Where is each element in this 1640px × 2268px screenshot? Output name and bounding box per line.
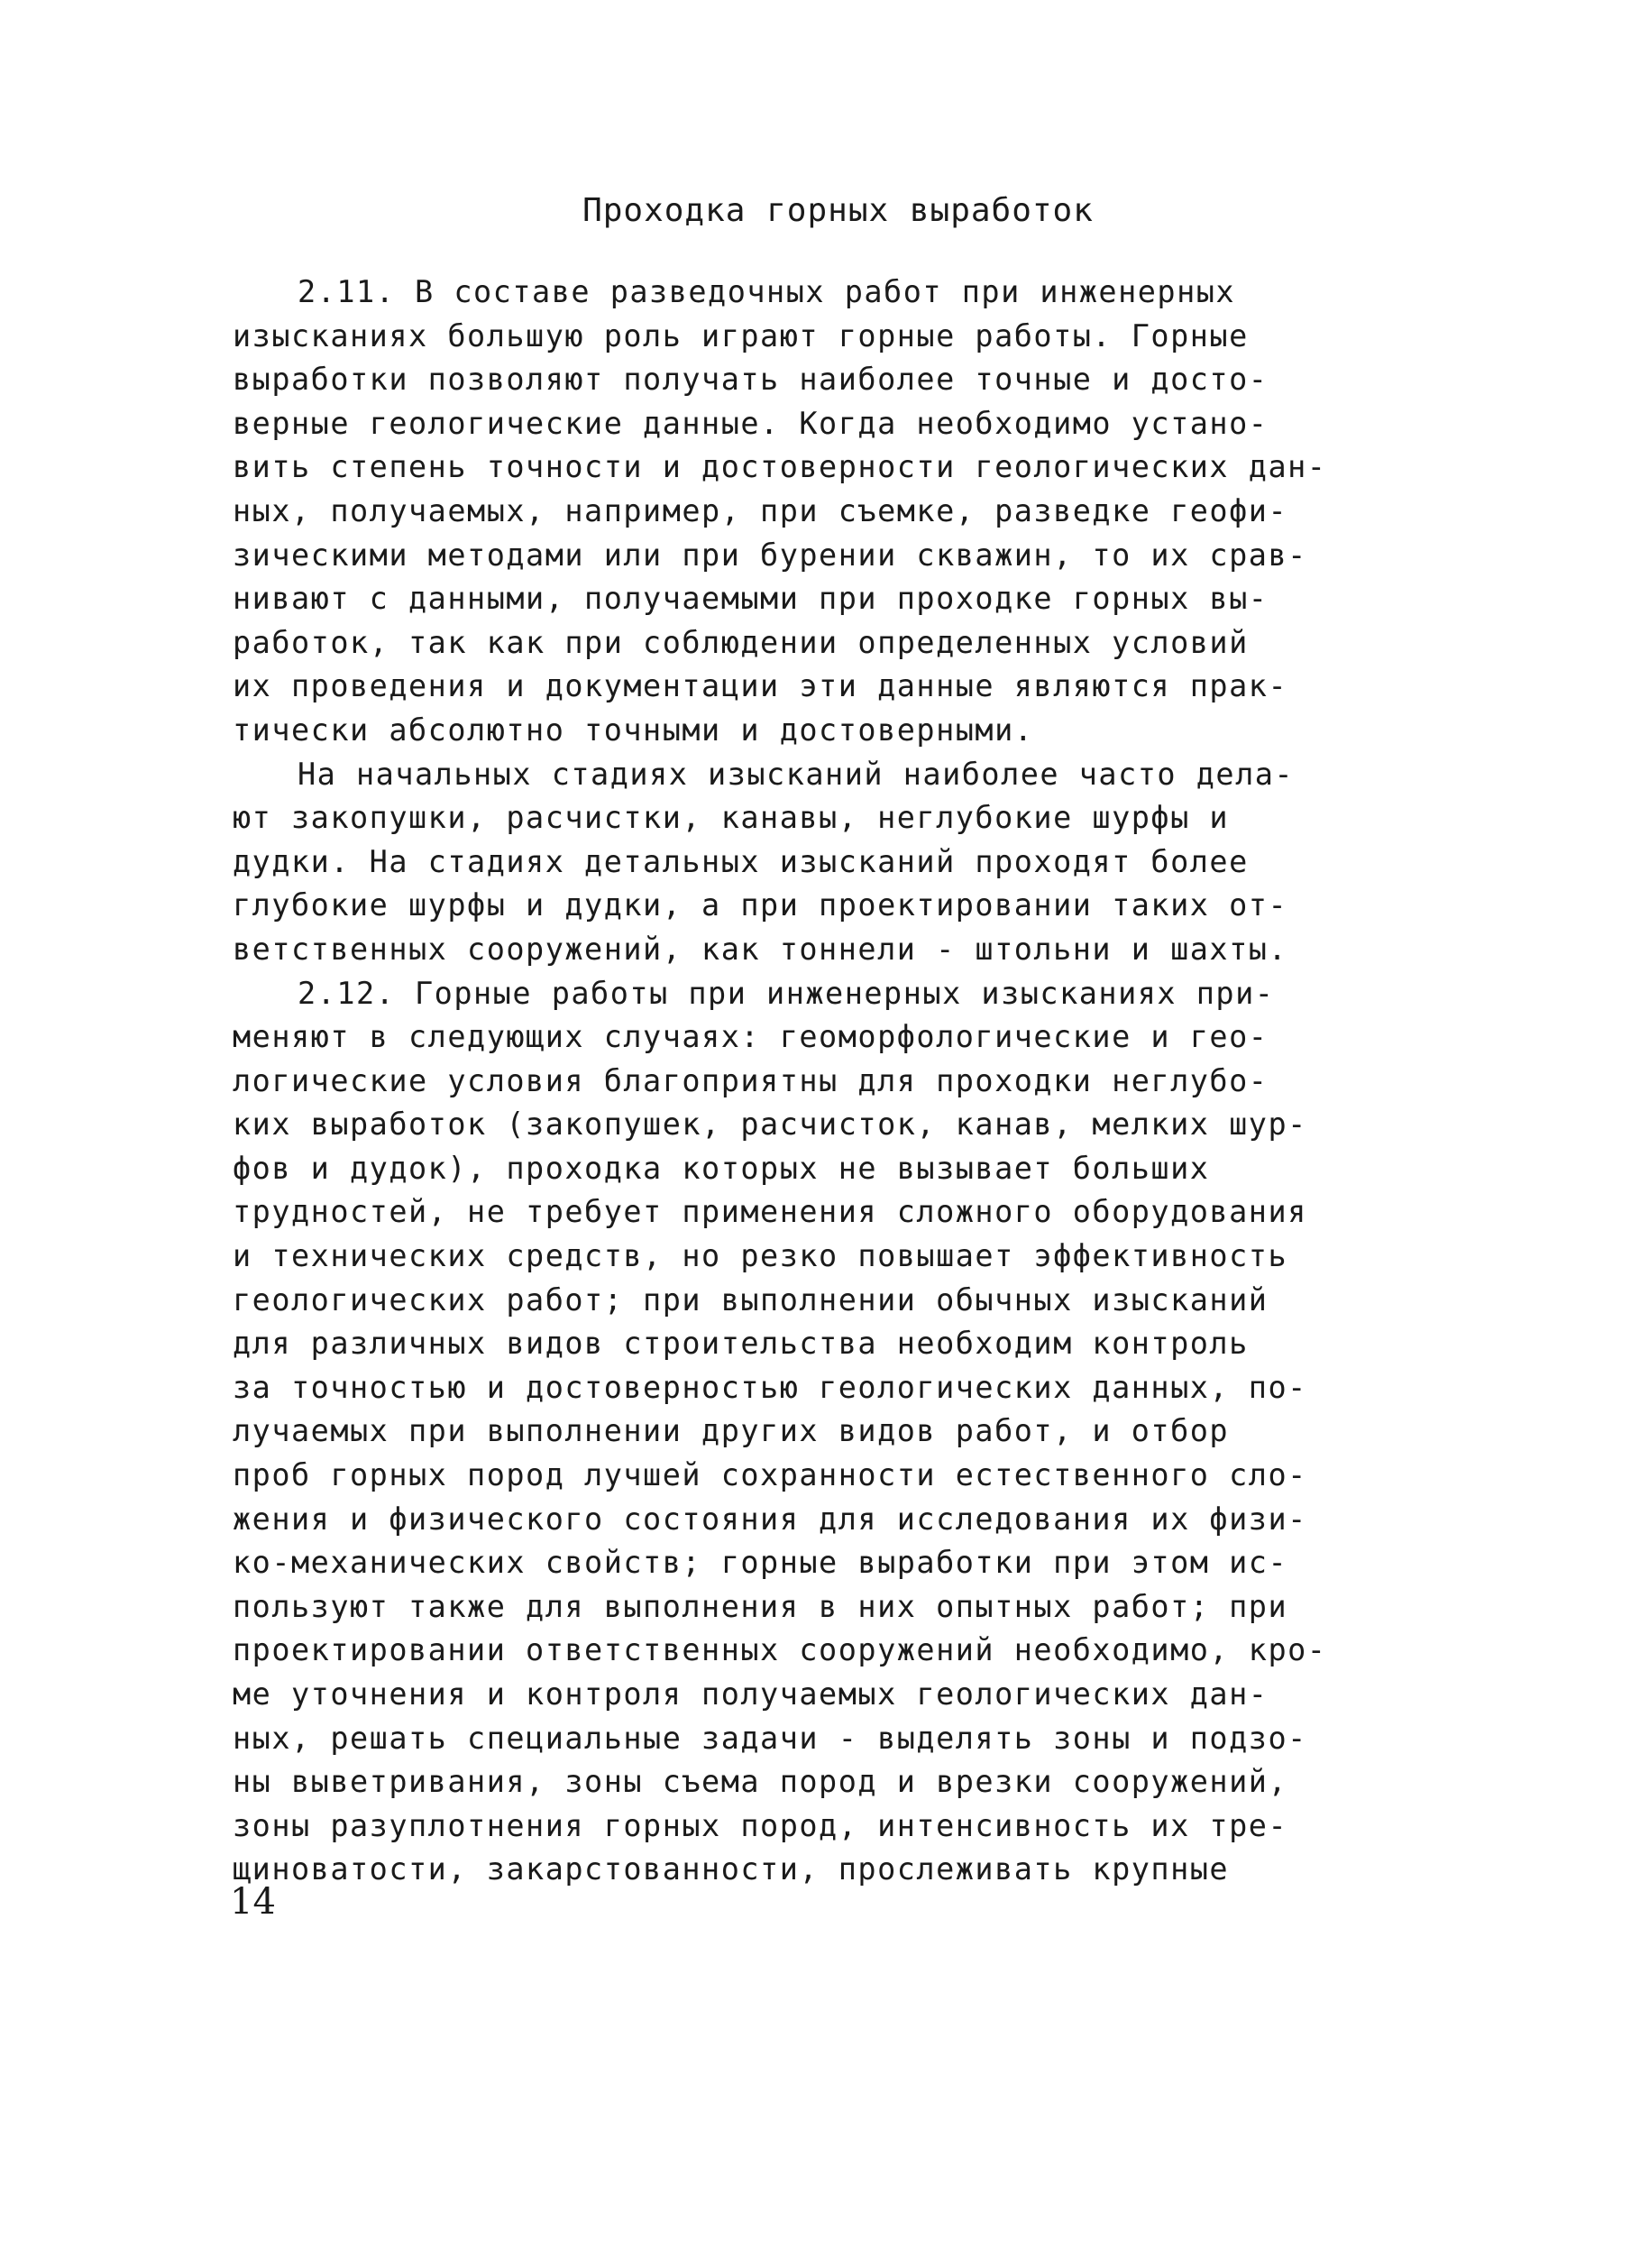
text-line: щиноватости, закарстованности, прослеживать крупные: [233, 1851, 1230, 1887]
text-line: ных, получаемых, например, при съемке, разведке геофи-: [233, 492, 1288, 528]
text-line: трудностей, не требует применения сложного оборудования: [233, 1194, 1307, 1230]
text-line: их проведения и документации эти данные являются прак-: [233, 668, 1288, 704]
text-line: тически абсолютно точными и достоверными.: [233, 712, 1034, 748]
text-line: ветственных сооружений, как тоннели - штольни и шахты.: [233, 931, 1288, 967]
text-line: 2.11. В составе разведочных работ при инженерных: [298, 274, 1236, 309]
text-line: проектировании ответственных сооружений необходимо, кро-: [233, 1632, 1327, 1668]
text-line: ных, решать специальные задачи - выделять зоны и подзо-: [233, 1720, 1307, 1756]
text-line: ны выветривания, зоны съема пород и врезки сооружений,: [233, 1764, 1288, 1800]
text-line: проб горных пород лучшей сохранности естественного сло-: [233, 1457, 1307, 1493]
text-line: вить степень точности и достоверности геологических дан-: [233, 449, 1327, 485]
section-title: Проходка горных выработок: [582, 192, 1094, 229]
text-line: для различных видов строительства необходим контроль: [233, 1326, 1249, 1362]
text-line: глубокие шурфы и дудки, а при проектировании таких от-: [233, 887, 1288, 923]
text-line: На начальных стадиях изысканий наиболее часто дела-: [298, 756, 1295, 792]
text-line: изысканиях большую роль играют горные работы. Горные: [233, 317, 1249, 354]
text-line: фов и дудок), проходка которых не вызывает больших: [233, 1150, 1210, 1186]
text-line: зическими методами или при бурении скважин, то их срав-: [233, 537, 1307, 573]
text-line: 2.12. Горные работы при инженерных изысканиях при-: [298, 975, 1275, 1011]
text-line: лучаемых при выполнении других видов работ, и отбор: [233, 1413, 1230, 1449]
text-line: зоны разуплотнения горных пород, интенсивность их тре-: [233, 1807, 1288, 1843]
text-line: пользуют также для выполнения в них опытных работ; при: [233, 1588, 1288, 1624]
text-line: ких выработок (закопушек, расчисток, канав, мелких шур-: [233, 1106, 1307, 1143]
text-line: ме уточнения и контроля получаемых геологических дан-: [233, 1676, 1269, 1712]
page-number: 14: [230, 1881, 276, 1923]
text-line: дудки. На стадиях детальных изысканий проходят более: [233, 843, 1249, 879]
text-line: верные геологические данные. Когда необходимо устано-: [233, 405, 1269, 441]
text-line: за точностью и достоверностью геологических данных, по-: [233, 1369, 1307, 1405]
text-line: геологических работ; при выполнении обычных изысканий: [233, 1281, 1269, 1318]
text-line: нивают с данными, получаемыми при проходке горных вы-: [233, 581, 1269, 617]
text-line: выработки позволяют получать наиболее точные и досто-: [233, 362, 1269, 398]
text-line: меняют в следующих случаях: геоморфологические и гео-: [233, 1019, 1269, 1055]
text-line: жения и физического состояния для исследования их физи-: [233, 1501, 1307, 1537]
text-line: работок, так как при соблюдении определенных условий: [233, 624, 1249, 660]
text-line: и технических средств, но резко повышает эффективность: [233, 1238, 1288, 1274]
body-text: [233, 271, 1432, 1892]
text-line: ют закопушки, расчистки, канавы, неглубокие шурфы и: [233, 800, 1230, 836]
text-line: ко-механических свойств; горные выработки при этом ис-: [233, 1545, 1288, 1581]
text-line: логические условия благоприятны для проходки неглубо-: [233, 1062, 1269, 1098]
